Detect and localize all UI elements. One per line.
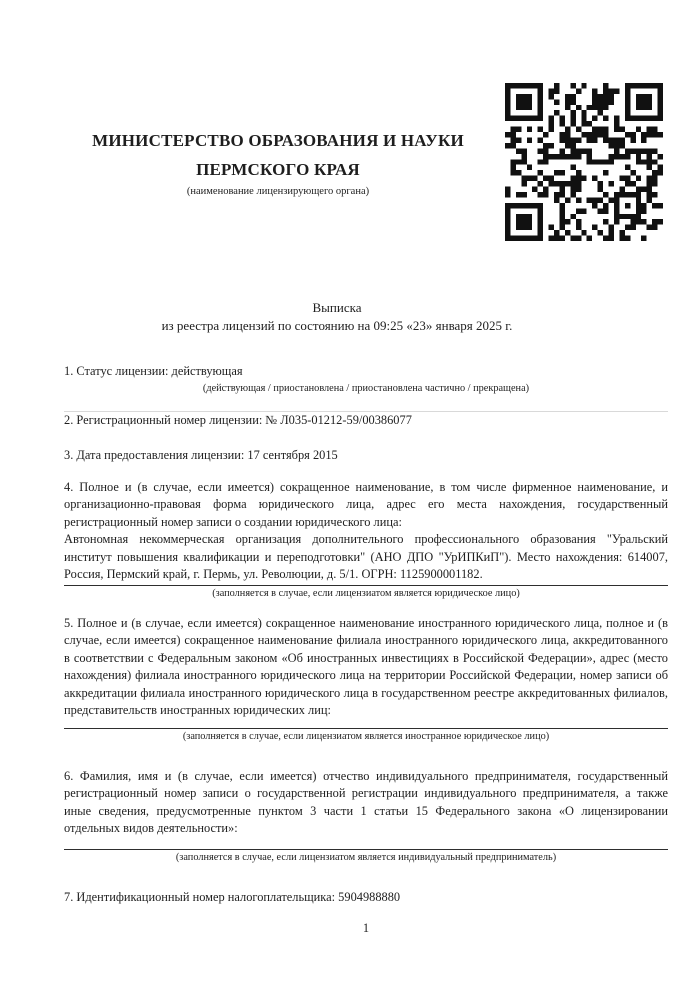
- document-title-line1: Выписка: [312, 300, 362, 315]
- field-registration-number: 2. Регистрационный номер лицензии: № Л035-01212-59/00386077: [64, 413, 412, 427]
- authority-caption: (наименование лицензирующего органа): [186, 186, 370, 197]
- ministry-name-line1: МИНИСТЕРСТВО ОБРАЗОВАНИЯ И НАУКИ: [92, 131, 464, 150]
- field-foreign-entity-label: 5. Полное и (в случае, если имеется) сокращенное наименование иностранного юридического лица, полное и (в случае, если имеется) сокращенное наименование филиала иностранного юридического лица, аккредитованного в соответствии с Федеральным законом «Об иностранных инвестициях в Российской Федерации», адрес (место нахождения) филиала иностранного юридического лица на территории Российской Федерации, номер записи об аккредитации филиала иностранного юридического лица в государственном реестре аккредитованных филиалов, представительств иностранных юридических лиц:: [64, 616, 668, 718]
- field-entrepreneur: [64, 768, 668, 864]
- document-title-line2: из реестра лицензий по состоянию на 09:25 «23» января 2025 г.: [161, 317, 513, 333]
- field-license-status-caption: (действующая / приостановлена / приостановлена частично / прекращена): [202, 383, 530, 394]
- document-body: [64, 0, 668, 990]
- field-inn: 7. Идентификационный номер налогоплательщика: 5904988880: [64, 890, 401, 904]
- ministry-name-line2: ПЕРМСКОГО КРАЯ: [196, 160, 360, 179]
- page-number: 1: [362, 921, 370, 935]
- field-foreign-entity-caption: (заполняется в случае, если лицензиатом является иностранное юридическое лицо): [182, 731, 550, 743]
- field-legal-entity-caption: (заполняется в случае, если лицензиатом является юридическое лицо): [212, 588, 520, 600]
- field-legal-entity-label: 4. Полное и (в случае, если имеется) сокращенное наименование, в том числе фирменное наименование, и организационно-правовая форма юридического лица, адрес его места нахождения, государственный регистрационный номер записи о создании юридического лица:: [64, 480, 668, 529]
- field-entrepreneur-label: 6. Фамилия, имя и (в случае, если имеется) отчество индивидуального предпринимателя, государственный регистрационный номер записи о государственной регистрации индивидуального предпринимателя, а также иные сведения, предусмотренные пунктом 3 части 1 статьи 15 Федерального закона «О лицензировании отдельных видов деятельности»:: [64, 769, 668, 836]
- field-entrepreneur-caption: (заполняется в случае, если лицензиатом является индивидуальный предприниматель): [175, 851, 557, 863]
- field-license-status: 1. Статус лицензии: действующая: [64, 364, 243, 378]
- field-grant-date: 3. Дата предоставления лицензии: 17 сентября 2015: [64, 448, 338, 462]
- field-foreign-entity: [64, 615, 668, 743]
- field-legal-entity-value: Автономная некоммерческая организация дополнительного профессионального образования "Уральский институт повышения квалификации и переподготовки" (АНО ДПО "УрИПКиП"). Место нахождения: 614007, Россия, Пермский край, г. Пермь, ул. Революции, д. 5/1. ОГРН: 1125900001182.: [64, 532, 668, 582]
- field-legal-entity: [64, 479, 668, 600]
